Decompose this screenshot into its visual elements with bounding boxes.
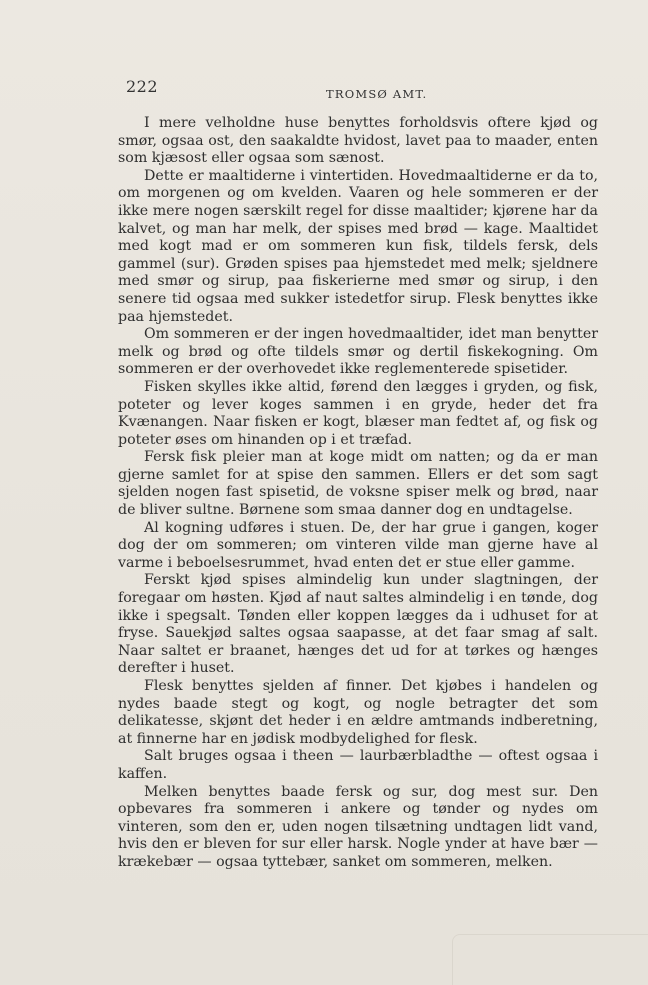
page-corner-fold [452, 934, 648, 985]
paragraph: Fisken skylles ikke altid, førend den lægges i gryden, og fisk, poteter og lever koges sammen i en gryde, heder det fra Kvænangen. Naar fisken er kogt, blæser man fedtet af, og fisk og poteter øses om hinanden op i et træfad. [118, 378, 598, 448]
page-number: 222 [126, 77, 159, 96]
paragraph: Flesk benyttes sjelden af finner. Det kjøbes i handelen og nydes baade stegt og kogt, og nogle betragter det som delikatesse, skjønt det heder i en ældre amtmands indberetning, at finnerne har en jødisk modbydelighed for flesk. [118, 678, 598, 747]
paragraph: Al kogning udføres i stuen. De, der har grue i gangen, koger dog der om sommeren; om vinteren vilde man gjerne have al varme i beboelsesrummet, hvad enten det er stue eller gamme. [118, 519, 598, 571]
paragraph: Dette er maaltiderne i vintertiden. Hovedmaaltiderne er da to, om morgenen og om kvelden. Vaaren og hele sommeren er der ikke mere nogen særskilt regel for disse maaltider; kjørene har da kalvet, og man har melk, der spises med brød — kage. Maaltidet med kogt mad er om sommeren kun fisk, tildels fersk, dels gammel (sur). Grøden spises paa hjemstedet med melk; sjeldnere med smør og sirup, paa fiskerierne med smør og sirup, i den senere tid ogsaa med sukker istedetfor sirup. Flesk benyttes ikke paa hjemstedet. [118, 167, 598, 325]
paragraph: Salt bruges ogsaa i theen — laurbærbladthe — oftest ogsaa i kaffen. [118, 748, 598, 782]
paragraph: Om sommeren er der ingen hovedmaaltider, idet man benytter melk og brød og ofte tildels smør og dertil fiskekogning. Om sommeren er der overhovedet ikke reglementerede spisetider. [118, 326, 598, 378]
paragraph: Fersk fisk pleier man at koge midt om natten; og da er man gjerne samlet for at spise den sammen. Ellers er det som sagt sjelden nogen fast spisetid, de voksne spiser melk og brød, naar de bliver sultne. Børnene som smaa danner dog en undtagelse. [118, 449, 598, 519]
running-head: TROMSØ AMT. [326, 87, 428, 101]
paragraph: I mere velholdne huse benyttes forholdsvis oftere kjød og smør, ogsaa ost, den saakaldte hvidost, lavet paa to maader, enten som kjæsost eller ogsaa som sænost. [118, 115, 598, 167]
paragraph: Ferskt kjød spises almindelig kun under slagtningen, der foregaar om høsten. Kjød af naut saltes almindelig i en tønde, dog ikke i spegsalt. Tønden eller koppen lægges da i udhuset for at fryse. Sauekjød saltes ogsaa saapasse, at det faar smag af salt. Naar saltet er braanet, hænges det ud for at tørkes og hænges derefter i huset. [118, 572, 598, 677]
paragraph: Melken benyttes baade fersk og sur, dog mest sur. Den opbevares fra sommeren i ankere og tønder og nydes om vinteren, som den er, uden nogen tilsætning undtagen lidt vand, hvis den er bleven for sur eller harsk. Nogle ynder at have bær — krækebær — ogsaa tyttebær, sanket om sommeren, melken. [118, 783, 598, 870]
body-text [118, 115, 598, 872]
